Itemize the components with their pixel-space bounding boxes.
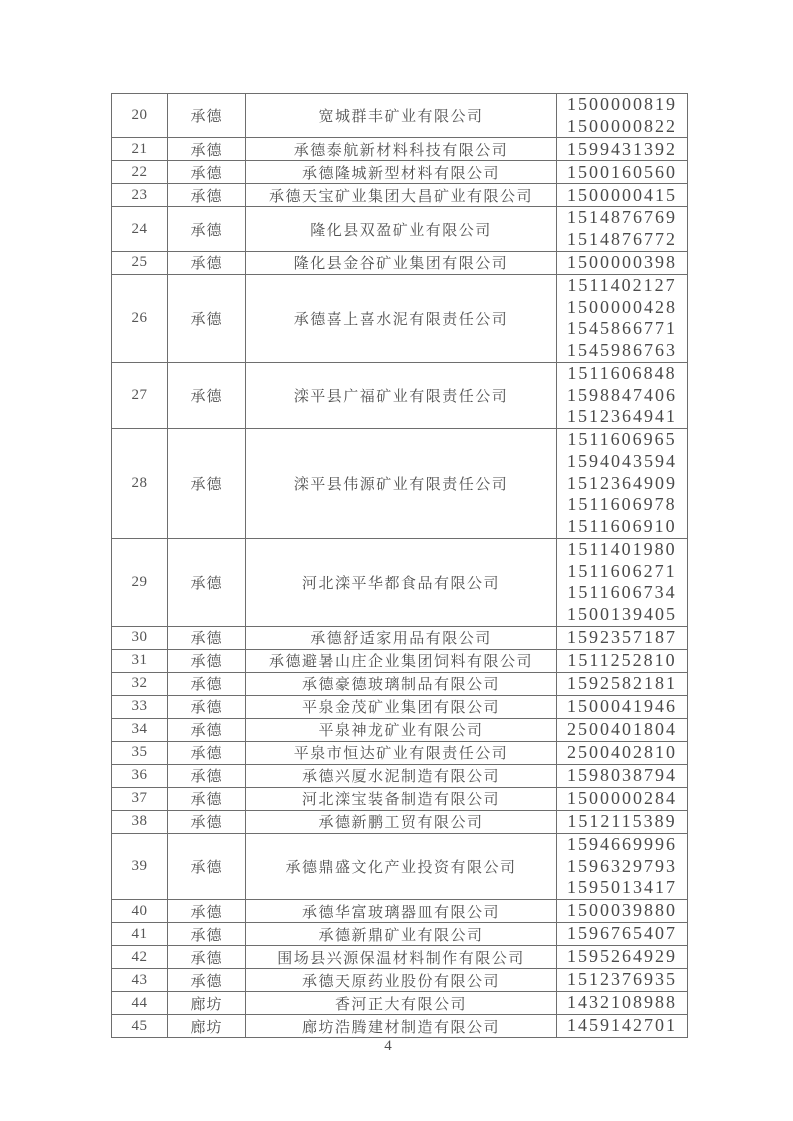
region-cell: 承德 [168, 810, 246, 833]
phone-numbers-cell [557, 274, 688, 362]
company-table-body [112, 94, 688, 1038]
phone-number: 1598038794 [567, 765, 677, 786]
region-cell: 承德 [168, 184, 246, 207]
company-name-cell: 平泉金茂矿业集团有限公司 [246, 695, 557, 718]
row-number-cell: 27 [112, 362, 168, 428]
table-row [112, 810, 688, 833]
phone-numbers-cell [557, 764, 688, 787]
row-number-cell: 32 [112, 672, 168, 695]
phone-numbers-cell [557, 833, 688, 899]
phone-number: 1511606271 [567, 560, 677, 581]
phone-numbers-cell [557, 695, 688, 718]
phone-number: 1500000284 [567, 788, 677, 809]
region-cell: 承德 [168, 94, 246, 138]
row-number-cell: 33 [112, 695, 168, 718]
phone-numbers-cell [557, 992, 688, 1015]
region-cell: 承德 [168, 764, 246, 787]
phone-numbers-cell [557, 946, 688, 969]
row-number-cell: 37 [112, 787, 168, 810]
region-cell: 承德 [168, 695, 246, 718]
region-cell: 廊坊 [168, 1015, 246, 1038]
region-cell: 承德 [168, 161, 246, 184]
company-name-cell: 滦平县伟源矿业有限责任公司 [246, 428, 557, 538]
company-name-cell: 河北滦平华都食品有限公司 [246, 538, 557, 626]
phone-number: 1599431392 [567, 138, 677, 159]
phone-numbers-cell [557, 428, 688, 538]
table-row [112, 428, 688, 538]
row-number-cell: 30 [112, 626, 168, 649]
company-name-cell: 宽城群丰矿业有限公司 [246, 94, 557, 138]
phone-number: 1511606910 [567, 515, 677, 536]
region-cell: 承德 [168, 833, 246, 899]
table-row [112, 1015, 688, 1038]
table-row [112, 923, 688, 946]
row-number-cell: 21 [112, 138, 168, 161]
table-row [112, 251, 688, 274]
company-name-cell: 平泉市恒达矿业有限责任公司 [246, 741, 557, 764]
table-row [112, 718, 688, 741]
phone-numbers-cell [557, 969, 688, 992]
company-name-cell: 滦平县广福矿业有限责任公司 [246, 362, 557, 428]
table-row [112, 787, 688, 810]
company-name-cell: 承德鼎盛文化产业投资有限公司 [246, 833, 557, 899]
company-name-cell: 承德隆城新型材料有限公司 [246, 161, 557, 184]
phone-number: 1511401980 [567, 539, 677, 560]
region-cell: 承德 [168, 362, 246, 428]
company-name-cell: 承德天宝矿业集团大昌矿业有限公司 [246, 184, 557, 207]
table-row [112, 672, 688, 695]
company-name-cell: 香河正大有限公司 [246, 992, 557, 1015]
row-number-cell: 42 [112, 946, 168, 969]
phone-number: 1514876769 [567, 207, 677, 228]
row-number-cell: 34 [112, 718, 168, 741]
phone-numbers-cell [557, 184, 688, 207]
phone-numbers-cell [557, 1015, 688, 1038]
phone-number: 1592582181 [567, 673, 677, 694]
phone-number: 2500402810 [567, 742, 677, 763]
company-name-cell: 承德豪德玻璃制品有限公司 [246, 672, 557, 695]
phone-number: 1500139405 [567, 604, 677, 625]
region-cell: 承德 [168, 946, 246, 969]
row-number-cell: 22 [112, 161, 168, 184]
company-name-cell: 隆化县金谷矿业集团有限公司 [246, 251, 557, 274]
table-row [112, 695, 688, 718]
region-cell: 承德 [168, 138, 246, 161]
phone-number: 1512376935 [567, 969, 677, 990]
table-row [112, 138, 688, 161]
company-name-cell: 隆化县双盈矿业有限公司 [246, 207, 557, 251]
phone-number: 1500039880 [567, 900, 677, 921]
phone-number: 1512364909 [567, 472, 677, 493]
company-name-cell: 承德舒适家用品有限公司 [246, 626, 557, 649]
phone-numbers-cell [557, 538, 688, 626]
phone-number: 1500000428 [567, 296, 677, 317]
region-cell: 承德 [168, 741, 246, 764]
row-number-cell: 23 [112, 184, 168, 207]
table-row [112, 969, 688, 992]
company-name-cell: 平泉神龙矿业有限公司 [246, 718, 557, 741]
company-name-cell: 承德兴厦水泥制造有限公司 [246, 764, 557, 787]
page-number: 4 [384, 1038, 392, 1054]
company-phone-table [111, 93, 688, 1038]
table-row [112, 946, 688, 969]
phone-numbers-cell [557, 161, 688, 184]
region-cell: 承德 [168, 969, 246, 992]
phone-number: 1500000398 [567, 251, 677, 272]
company-name-cell: 承德新鼎矿业有限公司 [246, 923, 557, 946]
phone-number: 1594043594 [567, 450, 677, 471]
region-cell: 承德 [168, 626, 246, 649]
phone-numbers-cell [557, 251, 688, 274]
phone-number: 1512115389 [567, 811, 677, 832]
row-number-cell: 35 [112, 741, 168, 764]
phone-number: 1595264929 [567, 946, 677, 967]
table-row [112, 833, 688, 899]
phone-number: 1432108988 [567, 992, 677, 1013]
row-number-cell: 26 [112, 274, 168, 362]
phone-numbers-cell [557, 900, 688, 923]
table-row [112, 538, 688, 626]
phone-numbers-cell [557, 810, 688, 833]
row-number-cell: 43 [112, 969, 168, 992]
company-name-cell: 承德华富玻璃器皿有限公司 [246, 900, 557, 923]
company-name-cell: 承德天原药业股份有限公司 [246, 969, 557, 992]
table-row [112, 207, 688, 251]
row-number-cell: 41 [112, 923, 168, 946]
phone-number: 1459142701 [567, 1015, 677, 1036]
phone-number: 1596329793 [567, 855, 677, 876]
row-number-cell: 36 [112, 764, 168, 787]
row-number-cell: 31 [112, 649, 168, 672]
region-cell: 承德 [168, 923, 246, 946]
table-row [112, 626, 688, 649]
phone-number: 1500000822 [567, 115, 677, 136]
phone-numbers-cell [557, 741, 688, 764]
phone-numbers-cell [557, 207, 688, 251]
region-cell: 承德 [168, 207, 246, 251]
table-row [112, 184, 688, 207]
row-number-cell: 29 [112, 538, 168, 626]
phone-number: 1511606965 [567, 429, 677, 450]
row-number-cell: 25 [112, 251, 168, 274]
phone-numbers-cell [557, 626, 688, 649]
row-number-cell: 45 [112, 1015, 168, 1038]
table-row [112, 900, 688, 923]
row-number-cell: 39 [112, 833, 168, 899]
company-name-cell: 承德泰航新材料科技有限公司 [246, 138, 557, 161]
region-cell: 承德 [168, 251, 246, 274]
phone-number: 1511606978 [567, 494, 677, 515]
table-row [112, 764, 688, 787]
phone-number: 1595013417 [567, 877, 677, 898]
phone-numbers-cell [557, 672, 688, 695]
company-name-cell: 围场县兴源保温材料制作有限公司 [246, 946, 557, 969]
table-row [112, 274, 688, 362]
phone-numbers-cell [557, 94, 688, 138]
row-number-cell: 24 [112, 207, 168, 251]
company-name-cell: 承德喜上喜水泥有限责任公司 [246, 274, 557, 362]
phone-numbers-cell [557, 923, 688, 946]
phone-number: 1592357187 [567, 627, 677, 648]
phone-numbers-cell [557, 718, 688, 741]
company-name-cell: 承德避暑山庄企业集团饲料有限公司 [246, 649, 557, 672]
phone-number: 1545986763 [567, 340, 677, 361]
region-cell: 承德 [168, 538, 246, 626]
row-number-cell: 40 [112, 900, 168, 923]
region-cell: 承德 [168, 672, 246, 695]
region-cell: 承德 [168, 718, 246, 741]
phone-numbers-cell [557, 649, 688, 672]
phone-number: 1500000819 [567, 94, 677, 114]
row-number-cell: 38 [112, 810, 168, 833]
phone-number: 1500160560 [567, 161, 677, 182]
phone-numbers-cell [557, 787, 688, 810]
region-cell: 承德 [168, 900, 246, 923]
company-name-cell: 廊坊浩腾建材制造有限公司 [246, 1015, 557, 1038]
phone-number: 1512364941 [567, 406, 677, 427]
table-row [112, 992, 688, 1015]
phone-number: 1598847406 [567, 384, 677, 405]
table-row [112, 94, 688, 138]
phone-number: 1596765407 [567, 923, 677, 944]
phone-number: 2500401804 [567, 719, 677, 740]
table-row [112, 161, 688, 184]
phone-number: 1500000415 [567, 184, 677, 205]
phone-number: 1511402127 [567, 274, 677, 295]
region-cell: 承德 [168, 649, 246, 672]
company-name-cell: 承德新鹏工贸有限公司 [246, 810, 557, 833]
phone-number: 1594669996 [567, 833, 677, 854]
phone-number: 1545866771 [567, 318, 677, 339]
row-number-cell: 44 [112, 992, 168, 1015]
region-cell: 承德 [168, 274, 246, 362]
phone-number: 1511606848 [567, 362, 677, 383]
phone-number: 1514876772 [567, 229, 677, 250]
phone-numbers-cell [557, 362, 688, 428]
phone-number: 1511606734 [567, 582, 677, 603]
table-row [112, 362, 688, 428]
row-number-cell: 20 [112, 94, 168, 138]
phone-number: 1511252810 [567, 650, 677, 671]
table-row [112, 649, 688, 672]
row-number-cell: 28 [112, 428, 168, 538]
region-cell: 廊坊 [168, 992, 246, 1015]
region-cell: 承德 [168, 787, 246, 810]
phone-numbers-cell [557, 138, 688, 161]
table-row [112, 741, 688, 764]
region-cell: 承德 [168, 428, 246, 538]
phone-number: 1500041946 [567, 696, 677, 717]
company-name-cell: 河北滦宝装备制造有限公司 [246, 787, 557, 810]
